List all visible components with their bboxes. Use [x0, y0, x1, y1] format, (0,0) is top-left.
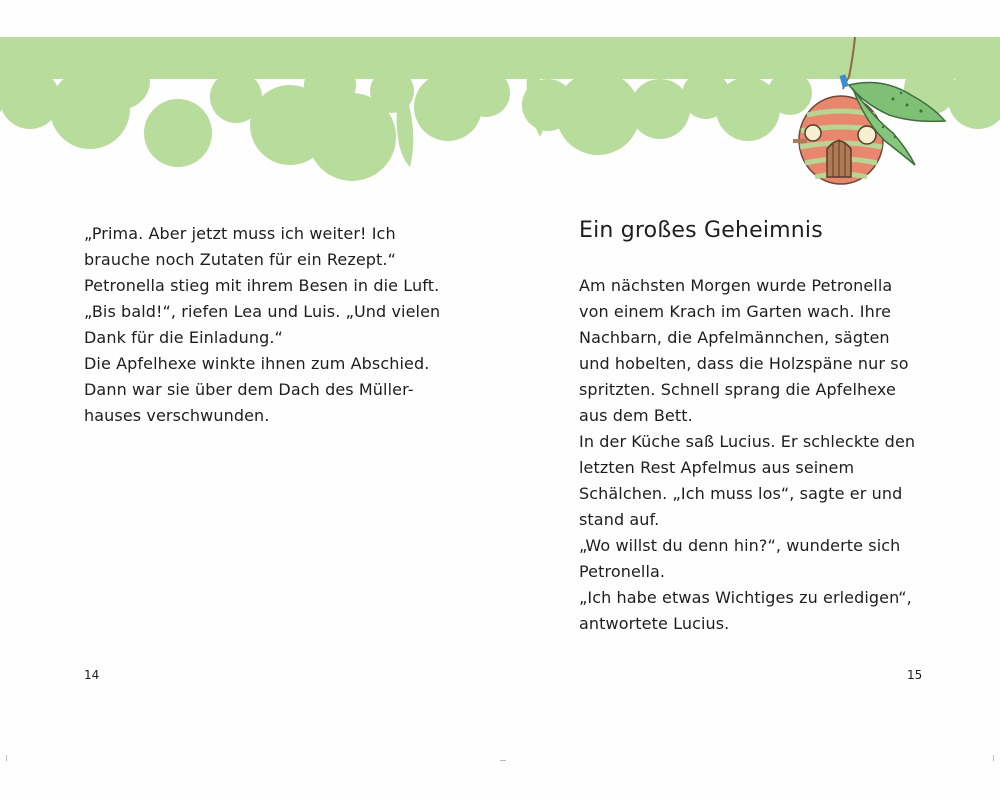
- text-line: Dank für die Einladung.“: [84, 328, 283, 347]
- text-line: Schälchen. „Ich muss los“, sagte er und: [579, 484, 903, 503]
- text-line: hauses verschwunden.: [84, 406, 270, 425]
- text-line: „Bis bald!“, riefen Lea und Luis. „Und vielen: [84, 302, 441, 321]
- right-page-text: [579, 273, 939, 637]
- text-line: von einem Krach im Garten wach. Ihre: [579, 302, 892, 321]
- text-line: „Wo willst du denn hin?“, wunderte sich: [579, 536, 901, 555]
- trim-mark: [500, 760, 506, 761]
- text-line: stand auf.: [579, 510, 660, 529]
- text-line: brauche noch Zutaten für ein Rezept.“: [84, 250, 396, 269]
- text-line: Die Apfelhexe winkte ihnen zum Abschied.: [84, 354, 430, 373]
- right-page: [500, 0, 1000, 800]
- chapter-title: Ein großes Geheimnis: [579, 218, 823, 243]
- text-line: „Ich habe etwas Wichtiges zu erledigen“,: [579, 588, 912, 607]
- text-line: Petronella.: [579, 562, 666, 581]
- text-line: Dann war sie über dem Dach des Müller-: [84, 380, 414, 399]
- page-number-right: 15: [907, 668, 923, 682]
- text-line: In der Küche saß Lucius. Er schleckte den: [579, 432, 916, 451]
- left-page-text: [84, 221, 444, 429]
- text-line: „Prima. Aber jetzt muss ich weiter! Ich: [84, 224, 396, 243]
- text-line: und hobelten, dass die Holzspäne nur so: [579, 354, 909, 373]
- page-number-left: 14: [84, 668, 100, 682]
- trim-mark: [993, 755, 994, 761]
- text-line: Am nächsten Morgen wurde Petronella: [579, 276, 893, 295]
- text-line: Nachbarn, die Apfelmännchen, sägten: [579, 328, 890, 347]
- text-line: antwortete Lucius.: [579, 614, 730, 633]
- text-line: spritzten. Schnell sprang die Apfelhexe: [579, 380, 896, 399]
- text-line: aus dem Bett.: [579, 406, 693, 425]
- text-line: letzten Rest Apfelmus aus seinem: [579, 458, 855, 477]
- text-line: Petronella stieg mit ihrem Besen in die Luft.: [84, 276, 440, 295]
- trim-mark: [6, 755, 7, 761]
